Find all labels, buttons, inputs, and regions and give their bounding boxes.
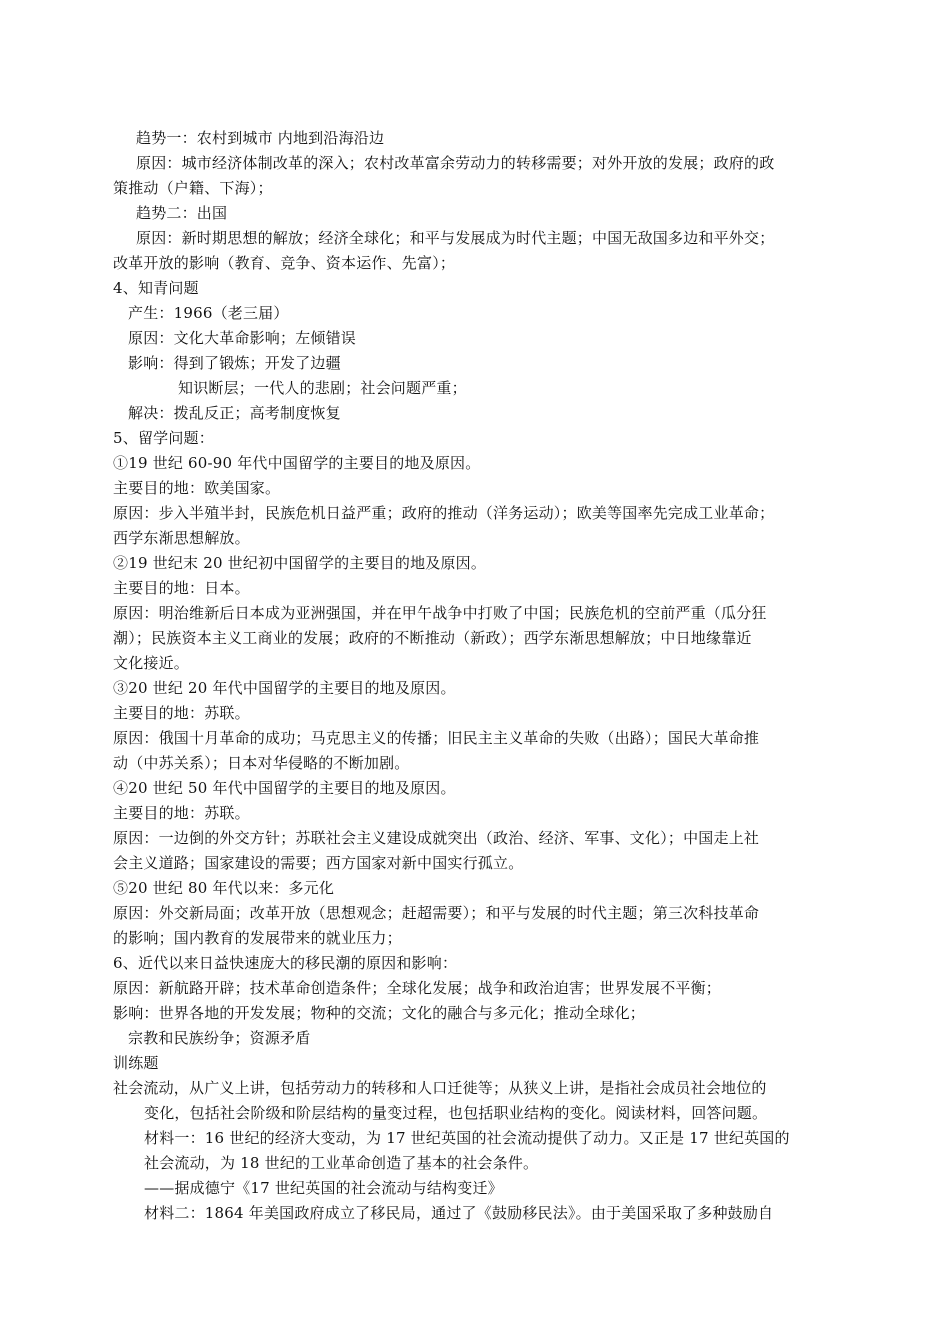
text-line: 产生：1966（老三届） <box>128 304 289 322</box>
text-line: 原因：明治维新后日本成为亚洲强国，并在甲午战争中打败了中国；民族危机的空前严重（瓜分狂 <box>113 604 767 622</box>
text-line: 主要目的地：日本。 <box>113 579 250 597</box>
text-line: 社会流动，为 18 世纪的工业革命创造了基本的社会条件。 <box>144 1154 539 1172</box>
text-line: 主要目的地：苏联。 <box>113 804 250 822</box>
text-line: ④20 世纪 50 年代中国留学的主要目的地及原因。 <box>113 779 456 797</box>
text-line: 的影响；国内教育的发展带来的就业压力； <box>113 929 402 947</box>
text-line: 文化接近。 <box>113 654 190 672</box>
text-line: 原因：新时期思想的解放；经济全球化；和平与发展成为时代主题；中国无敌国多边和平外交； <box>136 229 775 247</box>
text-line: 改革开放的影响（教育、竞争、资本运作、先富）； <box>113 254 456 272</box>
text-line: 原因：新航路开辟；技术革命创造条件；全球化发展；战争和政治迫害；世界发展不平衡； <box>113 979 722 997</box>
section-heading: 6、近代以来日益快速庞大的移民潮的原因和影响： <box>113 954 458 972</box>
text-line: 社会流动，从广义上讲，包括劳动力的转移和人口迁徙等；从狭义上讲，是指社会成员社会地位的 <box>113 1079 767 1097</box>
text-line: 原因：一边倒的外交方针；苏联社会主义建设成就突出（政治、经济、军事、文化）；中国走上社 <box>113 829 760 847</box>
text-line: ③20 世纪 20 年代中国留学的主要目的地及原因。 <box>113 679 456 697</box>
text-line: 西学东渐思想解放。 <box>113 529 250 547</box>
text-line: 策推动（户籍、下海）； <box>113 179 273 197</box>
text-line: 主要目的地：苏联。 <box>113 704 250 722</box>
section-heading: 4、知青问题 <box>113 279 199 297</box>
text-line: 原因：文化大革命影响；左倾错误 <box>128 329 357 347</box>
text-line: 影响：得到了锻炼；开发了边疆 <box>128 354 341 372</box>
text-line: 潮）；民族资本主义工商业的发展；政府的不断推动（新政）；西学东渐思想解放；中日地缘靠近 <box>113 629 752 647</box>
text-line: ①19 世纪 60-90 年代中国留学的主要目的地及原因。 <box>113 454 481 472</box>
text-line: ——据成德宁《17 世纪英国的社会流动与结构变迁》 <box>144 1179 503 1197</box>
text-line: 主要目的地：欧美国家。 <box>113 479 281 497</box>
text-line: 影响：世界各地的开发发展；物种的交流；文化的融合与多元化；推动全球化； <box>113 1004 646 1022</box>
text-line: 原因：步入半殖半封，民族危机日益严重；政府的推动（洋务运动）；欧美等国率先完成工业革命； <box>113 504 775 522</box>
text-line: 材料一：16 世纪的经济大变动，为 17 世纪英国的社会流动提供了动力。又正是 17 世纪英国的 <box>144 1129 790 1147</box>
text-line: 知识断层；一代人的悲剧；社会问题严重； <box>178 379 467 397</box>
text-line: 趋势二：出国 <box>136 204 228 222</box>
text-line: 原因：外交新局面；改革开放（思想观念；赶超需要）；和平与发展的时代主题；第三次科技革命 <box>113 904 760 922</box>
text-line: ⑤20 世纪 80 年代以来：多元化 <box>113 879 335 897</box>
text-line: 动（中苏关系）；日本对华侵略的不断加剧。 <box>113 754 410 772</box>
text-line: 材料二：1864 年美国政府成立了移民局，通过了《鼓励移民法》。由于美国采取了多种鼓励自 <box>144 1204 774 1222</box>
text-line: 会主义道路；国家建设的需要；西方国家对新中国实行孤立。 <box>113 854 524 872</box>
text-line: 变化，包括社会阶级和阶层结构的量变过程，也包括职业结构的变化。阅读材料，回答问题。 <box>144 1104 768 1122</box>
section-heading: 训练题 <box>113 1054 159 1072</box>
text-line: ②19 世纪末 20 世纪初中国留学的主要目的地及原因。 <box>113 554 487 572</box>
text-line: 原因：城市经济体制改革的深入；农村改革富余劳动力的转移需要；对外开放的发展；政府的政 <box>136 154 775 172</box>
section-heading: 5、留学问题： <box>113 429 214 447</box>
text-line: 趋势一：农村到城市 内地到沿海沿边 <box>136 129 385 147</box>
text-line: 原因：俄国十月革命的成功；马克思主义的传播；旧民主主义革命的失败（出路）；国民大革命推 <box>113 729 760 747</box>
text-line: 宗教和民族纷争；资源矛盾 <box>128 1029 311 1047</box>
text-line: 解决：拨乱反正；高考制度恢复 <box>128 404 341 422</box>
